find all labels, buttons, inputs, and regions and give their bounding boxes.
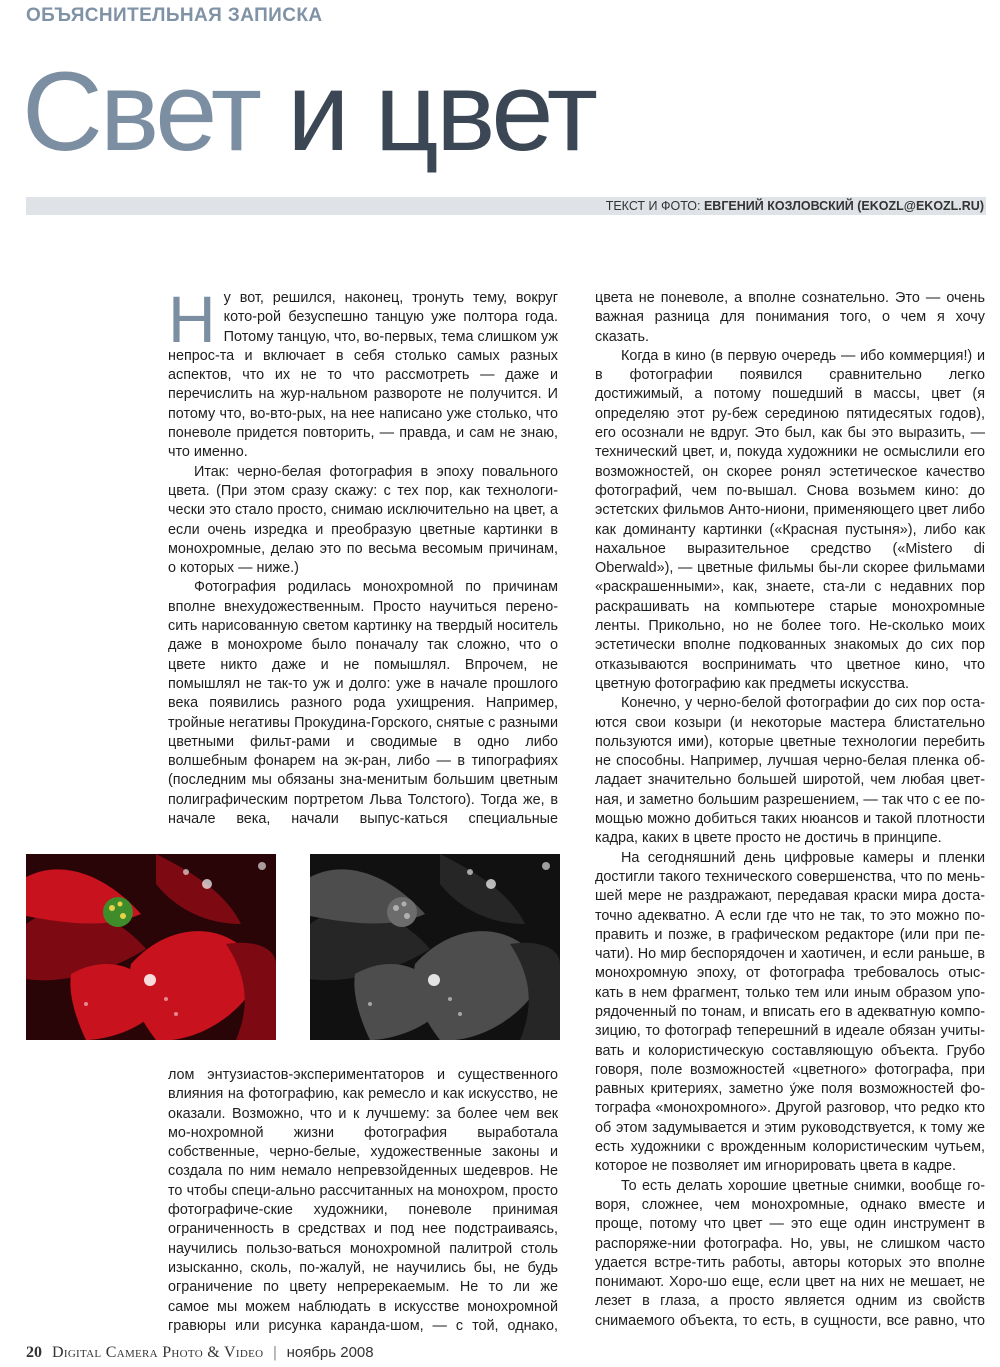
paragraph: лом энтузиастов-экспериментаторов и существенного влияния на фотографию, как ремесло и как искусство, не оказали. Возможно, что и к лучшему: за более чем век мо-нохромной жизни фотография выработала собственные, черно-белые, художественные законы и создала по ним немало непревзойденных шедевров. Не то чтобы специ-ально рассчитанных на монохром, просто фотографиче-ские художники, поневоле принимая ограниченность в средствах и под нее подстраиваясь, научились пользо-ваться монохромной палитрой столь изысканно, сколь, по-жалуй, не научились бы, не будь ограничение по цвету непререкаемым. Не то ли же самое мы можем наблюдать в искусстве монохромной гравюры или рисунка каранда-шом, — с той, однако, xyxy=(168,1067,558,1334)
section-label: ОБЪЯСНИТЕЛЬНАЯ ЗАПИСКА xyxy=(26,5,323,26)
byline xyxy=(606,199,984,213)
paragraph: Конечно, у черно-белой фотографии до сих пор оста-ются свои козыри (и некоторые мастера блистательно пользуются ими), которые цветные технологии перебить не способны. Например, лучшая черно-белая пленка об-ладает значительно большей широтой, чем любая цвет-ная, и заметно большим разрешением, — так что с ее по-мощью можно добиться таких нюансов и такой плотности кадра, каких в цвете просто не достичь в принципе. xyxy=(595,695,985,847)
paragraph: Когда в кино (в первую очередь — ибо коммерция!) и в фотографии появился сравнительно легко достижимый, а потому пошедший в массы, цвет (я определяю этот ру-беж серединою пятидесятых годов), его осознали не вдруг. Это был, как бы это выразить, — технический цвет, и, покуда художники не осмыслили его возможностей, он скорее ронял эстетическое качество фотографий, чем по-вышал. Снова возьмем кино: до эстетских фильмов Анто-ниони, применяющего цвет либо как доминанту картинки («Красная пустыня»), либо как нахальное выразительное средство («Mistero di Oberwald»), — цветные фильмы бы-ли скорее фильмами «раскрашенными», как, знаете, ста-ли с недавних пор раскрашивать на компьютере старые монохромные ленты. Прикольно, но не более того. Не-сколько моих эстетически вполне подкованных знакомых до сих пор отказываются воспринимать что цветное кино, что цветную фотографию как предметы искусства. xyxy=(595,347,985,692)
article-title xyxy=(22,49,596,174)
magazine-name: Digital Camera Photo & Video xyxy=(52,1344,264,1361)
page-footer xyxy=(26,1344,374,1362)
byline-prefix: ТЕКСТ И ФОТО: xyxy=(605,199,704,213)
photo-poinsettia-monochrome xyxy=(310,854,560,1040)
paragraph: Фотография родилась монохромной по причинам вполне внехудожественным. Просто научиться перено-сить нарисованную светом картинку на твердый носитель даже в монохроме было поначалу так сложно, что о цвете никто даже и не помышлял. Впрочем, не помышлял не так-то уж и долго: уже в начале прошлого века появились разного рода ухищрения. Например, тройные негативы Прокудина-Горского, снятые с разными цветными фильт-рами и сводимые в одно либо волшебным фонарем на эк-ран, либо — в типографиях (последним мы обязаны зна-менитым большим цветным полиграфическим портретом Льва Толстого). Тогда же, в начале века, начали выпус-каться специальные xyxy=(168,579,558,828)
paragraph: То есть делать хорошие цветные снимки, вообще го-воря, сложнее, чем монохромные, однако вместе и проще, потому что цвет — это еще один инструмент в распоряже-нии фотографа. Но, увы, не слишком часто удается встре-тить работы, авторы которых это вполне понимают. Хоро-шо еще, если цвет на них не мешает, не лезет в глаза, а просто является одним из свойств снимаемого объекта, то есть, в сущности, все равно, что xyxy=(595,1177,985,1329)
issue-date: ноябрь 2008 xyxy=(286,1344,374,1361)
photo-color-image xyxy=(26,854,276,1040)
article-column-right xyxy=(595,289,985,1334)
article-column-left-top xyxy=(168,289,558,829)
paragraph: цвета не поневоле, а вполне сознательно. Это — очень важная разница для понимания того, о чем я хочу сказать. xyxy=(595,290,985,345)
byline-author: ЕВГЕНИЙ КОЗЛОВСКИЙ (EKOZL@EKOZL.RU) xyxy=(703,199,984,213)
paragraph: Итак: черно-белая фотография в эпоху повального цвета. (При этом сразу скажу: с тех пор, как технологи-чески это стало просто, снимаю исключительно на цвет, а если очень изредка и преобразую цветные картинки в монохромные, делаю это по весьма весомым причинам, о которых — ниже.) xyxy=(168,463,558,577)
footer-separator: | xyxy=(273,1344,277,1361)
photo-poinsettia-color xyxy=(26,854,276,1040)
title-word-light: Свет xyxy=(22,49,259,174)
page-number: 20 xyxy=(26,1344,42,1361)
title-word-dark: и цвет xyxy=(287,49,596,174)
article-column-left-bottom xyxy=(168,1066,558,1336)
drop-cap: Н xyxy=(168,289,216,356)
photo-bw-image xyxy=(310,854,560,1040)
paragraph: у вот, решился, наконец, тронуть тему, вокруг кото-рой безуспешно танцую уже полтора года. Потому танцую, что, во-первых, тема слишком уж непрос-та и включает в себя столько самых разных аспектов, что их не то что рассмотреть — даже и перечислить на жур-нальном развороте не получится. И потому что, во-вто-рых, на нее написано уже столько, что поневоле придется повторить, — правда, и сам не знаю, что именно. xyxy=(168,290,558,461)
paragraph: На сегодняшний день цифровые камеры и пленки достигли такого технического совершенства, что по мень-шей мере не раздражают, передавая краски мира доста-точно адекватно. А если где что не так, то это можно по-править и позже, в графическом редакторе (или при пе-чати). Но мир беспорядочен и хаотичен, и если раньше, в монохромную эпоху, от фотографа требовалось отыс-кать в нем фрагмент, только тем или иным образом упо-рядоченный по тонам, и вписать его в адекватную компо-зицию, то фотограф теперешний в идеале обязан учиты-вать и колористическую составляющую объекта. Грубо говоря, поле возможностей «цветного» фотографа, при равных критериях, заметно у́же поля возможностей фо-тографа «монохромного». Другой разговор, что редко кто об этом задумывается и этим руководствуется, к тому же есть художники с врожденным колористическим чутьем, которое не позволяет им игнорировать цвета в кадре. xyxy=(595,849,985,1175)
